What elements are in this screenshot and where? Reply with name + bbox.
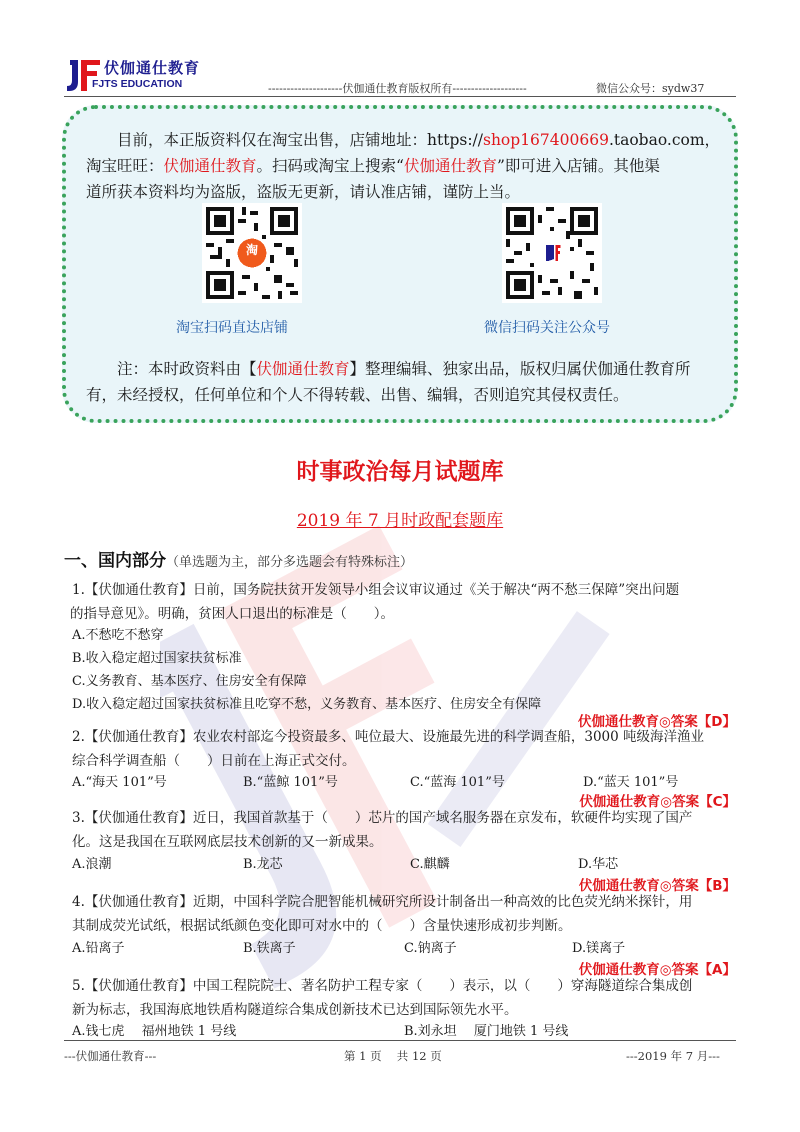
taobao-badge: 淘 (245, 243, 258, 257)
question-2-option-d: D.“蓝天 101”号 (583, 775, 679, 790)
notice-paragraph-2 (86, 356, 726, 408)
question-2-option-c: C.“蓝海 101”号 (410, 775, 505, 790)
question-text: 其制成荧光试纸，根据试纸颜色变化即可对水中的（ ）含量快速形成初步判断。 (72, 918, 572, 934)
page-subtitle: 2019 年 7 月时政配套题库 (296, 511, 504, 531)
question-2-option-a: A.“海天 101”号 (72, 775, 167, 790)
question-1-option-d: D.收入稳定超过国家扶贫标准且吃穿不愁，义务教育、基本医疗、住房安全有保障 (72, 697, 542, 712)
notice-paragraph-1 (86, 127, 726, 205)
brand-name-en: FJTS EDUCATION (92, 78, 183, 90)
header-copyright: --------------------伏伽通仕教育版权所有-------------------- (268, 82, 527, 95)
question-text: 的指导意见》。明确，贫困人口退出的标准是（ ）。 (70, 606, 394, 622)
question-text: 3.【伏伽通仕教育】近日，我国首款基于（ ）芯片的国产域名服务器在京发布，软硬件均实现了国产 (72, 810, 693, 826)
question-2-option-b: B.“蓝鲸 101”号 (243, 775, 338, 790)
question-1-stem (72, 578, 736, 626)
shop-name: 伏伽通仕教育 (163, 157, 257, 175)
footer-right: ---2019 年 7 月--- (626, 1049, 720, 1063)
brand-name-cn: 伏伽通仕教育 (104, 59, 201, 77)
question-4-option-d: D.镁离子 (572, 941, 626, 956)
notice-text: 道所获本资料均为盗版，盗版无更新，请认准店铺，谨防上当。 (86, 183, 521, 201)
question-5-option-b: B.刘永坦 厦门地铁 1 号线 (404, 1024, 569, 1039)
question-2-answer: 伏伽通仕教育◎答案【C】 (579, 794, 736, 810)
shop-url[interactable]: shop167400669 (483, 131, 609, 149)
notice-text: 。扫码或淘宝上搜索“ (256, 157, 404, 175)
notice-text: 淘宝旺旺： (86, 157, 164, 175)
question-3-option-d: D.华芯 (578, 857, 619, 872)
wechat-qr-code[interactable] (502, 203, 602, 303)
question-1-option-b: B.收入稳定超过国家扶贫标准 (72, 651, 242, 666)
question-text: 4.【伏伽通仕教育】近期，中国科学院合肥智能机械研究所设计制备出一种高效的比色荧光纳米探针，用 (72, 894, 693, 910)
question-text: 2.【伏伽通仕教育】农业农村部迄今投资最多、吨位最大、设施最先进的科学调查船，3000 吨级海洋渔业 (72, 729, 705, 745)
question-1-answer: 伏伽通仕教育◎答案【D】 (578, 714, 736, 730)
question-4-option-a: A.铅离子 (72, 941, 125, 956)
question-5-stem (72, 974, 736, 1022)
section-note: （单选题为主，部分多选题会有特殊标注） (166, 555, 414, 570)
question-3-option-b: B.龙芯 (243, 857, 283, 872)
section-title: 一、国内部分 (64, 551, 166, 571)
question-1-option-c: C.义务教育、基本医疗、住房安全有保障 (72, 674, 307, 689)
header-divider (64, 96, 736, 97)
question-4-answer: 伏伽通仕教育◎答案【A】 (578, 962, 736, 978)
footer-divider (64, 1040, 736, 1041)
shop-name: 伏伽通仕教育 (256, 360, 350, 378)
footer-left: ---伏伽通仕教育--- (64, 1049, 157, 1063)
question-1-option-a: A.不愁吃不愁穿 (72, 628, 164, 643)
question-text: 新为标志，我国海底地铁盾构隧道综合集成创新技术已达到国际领先水平。 (72, 1002, 518, 1018)
page-title: 时事政治每月试题库 (296, 459, 504, 485)
question-3-stem (72, 806, 736, 854)
question-text: 综合科学调查船（ ）日前在上海正式交付。 (72, 753, 356, 769)
section-heading (64, 546, 413, 571)
notice-text: ”即可进入店铺。其他渠 (496, 157, 660, 175)
header-wechat: 微信公众号：sydw37 (596, 82, 705, 95)
question-3-answer: 伏伽通仕教育◎答案【B】 (578, 878, 736, 894)
wechat-qr-caption: 微信扫码关注公众号 (484, 320, 610, 336)
question-5-option-a: A.钱七虎 福州地铁 1 号线 (72, 1024, 237, 1039)
question-text: 5.【伏伽通仕教育】中国工程院院士、著名防护工程专家（ ）表示，以（ ）穿海隧道综合集成创 (72, 978, 693, 994)
question-4-option-b: B.铁离子 (243, 941, 296, 956)
question-text: 化。这是我国在互联网底层技术创新的又一新成果。 (72, 834, 383, 850)
question-text: 1.【伏伽通仕教育】日前，国务院扶贫开发领导小组会议审议通过《关于解决“两不愁三保障”突出问题 (72, 582, 680, 598)
question-4-option-c: C.钠离子 (404, 941, 457, 956)
notice-text: 】整理编辑、独家出品，版权归属伏伽通仕教育所 (349, 360, 691, 378)
notice-text: 目前，本正版资料仅在淘宝出售，店铺地址：https:// (117, 131, 483, 149)
question-3-option-c: C.麒麟 (410, 857, 450, 872)
shop-name: 伏伽通仕教育 (403, 157, 497, 175)
page-number: 第 1 页 共 12 页 (344, 1049, 442, 1063)
question-4-stem (72, 890, 736, 938)
notice-text: 有，未经授权，任何单位和个人不得转载、出售、编辑，否则追究其侵权责任。 (86, 386, 629, 404)
notice-text: .taobao.com， (608, 131, 721, 149)
question-2-stem (72, 725, 736, 773)
taobao-qr-caption: 淘宝扫码直达店铺 (176, 320, 288, 336)
question-3-option-a: A.浪潮 (72, 857, 112, 872)
notice-text: 注：本时政资料由【 (117, 360, 257, 378)
